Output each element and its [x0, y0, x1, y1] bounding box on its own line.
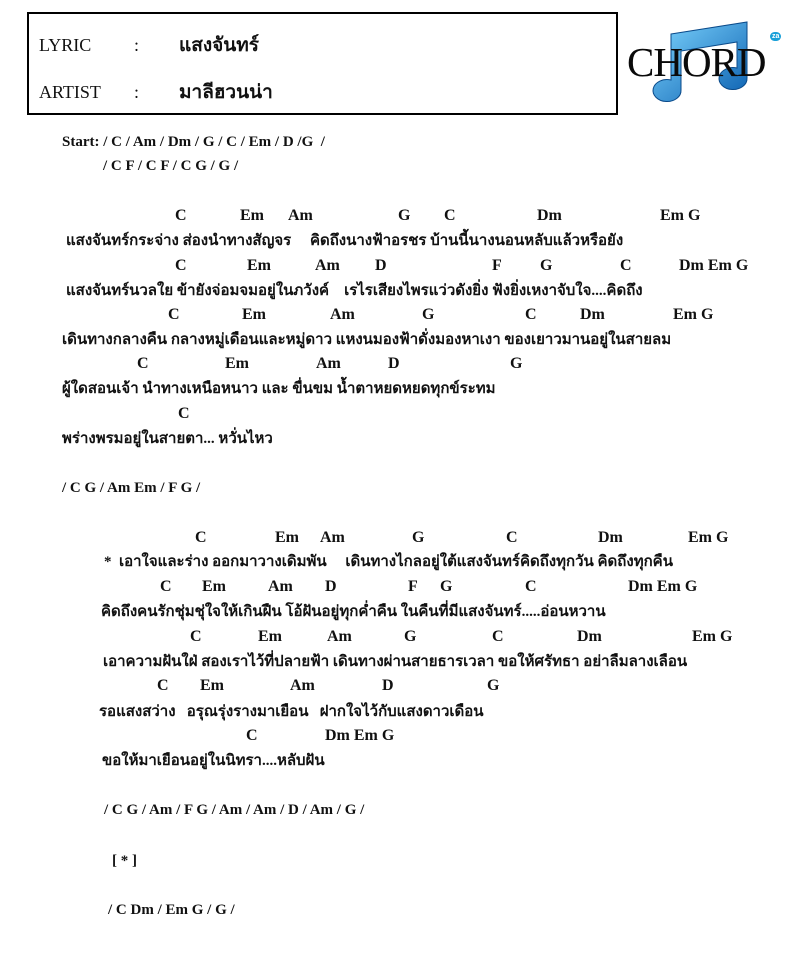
chord: Em: [240, 207, 264, 224]
song-info-box: [27, 12, 618, 115]
chord: C: [178, 405, 190, 422]
chord: Em: [258, 628, 282, 645]
chord: Dm: [537, 207, 562, 224]
chord: D: [325, 578, 337, 595]
logo-text: CHORD: [627, 39, 766, 85]
chord: G: [440, 578, 453, 595]
outro-line: / C Dm / Em G / G /: [108, 902, 235, 918]
lyric-line: เอาความฝันใฝ่ สองเราไว้ที่ปลายฟ้า เดินทางผ่านสายธารเวลา ขอให้ศรัทธา อย่าลืมลางเลือน: [103, 654, 688, 670]
repeat-chorus-mark: [ * ]: [112, 853, 137, 869]
chord: C: [525, 306, 537, 323]
chord: Am: [316, 355, 341, 372]
chord: C: [175, 207, 187, 224]
chord: Em: [225, 355, 249, 372]
lyric-line: ผู้ใดสอนเจ้า นำทางเหนือหนาว และ ขื่นขม น้ำตาหยดหยดทุกข์ระทม: [62, 381, 496, 397]
chord: Dm Em G: [679, 257, 749, 274]
chord: Dm: [580, 306, 605, 323]
chord: Dm Em G: [628, 578, 698, 595]
chord: Em G: [660, 207, 701, 224]
chord: Am: [330, 306, 355, 323]
chord: Dm: [577, 628, 602, 645]
lyric-line: * เอาใจและร่าง ออกมาวางเดิมพัน เดินทางไกลอยู่ใต้แสงจันทร์คิดถึงทุกวัน คิดถึงทุกคืน: [104, 554, 673, 570]
chord: D: [388, 355, 400, 372]
chord: C: [190, 628, 202, 645]
chord: C: [175, 257, 187, 274]
chord: Am: [315, 257, 340, 274]
chord: C: [492, 628, 504, 645]
chord: G: [510, 355, 523, 372]
chord: Dm: [598, 529, 623, 546]
chord: C: [620, 257, 632, 274]
chord: G: [398, 207, 411, 224]
chord: C: [525, 578, 537, 595]
lyric-line: คิดถึงคนรักชุ่มชุ่ใจให้เกินฝืน โอ้ฝันอยู่ทุกค่ำคืน ในคืนที่มีแสงจันทร์.....อ่อนหวาน: [101, 604, 606, 620]
chord: G: [487, 677, 500, 694]
interlude-1: / C G / Am Em / F G /: [62, 480, 201, 496]
artist-colon: :: [134, 82, 140, 102]
artist-name: มาลีฮวนน่า: [179, 82, 273, 103]
chord: Em: [275, 529, 299, 546]
chord: G: [540, 257, 553, 274]
chord: C: [506, 529, 518, 546]
lyric-line: แสงจันทร์นวลใย ข้ายังจ่อมจมอยู่ในภวังค์ เรไรเสียงไพรแว่วดังยิ่ง ฟังยิ่งเหงาจับใจ....คิดถึง: [66, 283, 643, 299]
intro-line-1: Start: / C / Am / Dm / G / C / Em / D /G /: [62, 134, 325, 150]
lyric-line: ขอให้มาเยือนอยู่ในนิทรา....หลับฝัน: [102, 753, 325, 769]
lyric-row: [39, 30, 259, 60]
chord: Am: [290, 677, 315, 694]
chord: Em G: [688, 529, 729, 546]
artist-row: [39, 77, 273, 107]
chord: Dm Em G: [325, 727, 395, 744]
chord: D: [382, 677, 394, 694]
chord: Em G: [692, 628, 733, 645]
logo-badge: za: [772, 33, 780, 40]
chord: C: [444, 207, 456, 224]
artist-label: ARTIST: [39, 82, 101, 102]
chord: G: [422, 306, 435, 323]
chord: F: [492, 257, 502, 274]
chord: G: [412, 529, 425, 546]
chord: C: [160, 578, 172, 595]
lyric-label: LYRIC: [39, 35, 92, 55]
chord: Em: [242, 306, 266, 323]
chord: Am: [268, 578, 293, 595]
lyric-line: รอแสงสว่าง อรุณรุ่งรางมาเยือน ฝากใจไว้กับแสงดาวเดือน: [99, 704, 484, 720]
chord: C: [168, 306, 180, 323]
chord: D: [375, 257, 387, 274]
chord: Em: [247, 257, 271, 274]
chord: F: [408, 578, 418, 595]
chord: Em G: [673, 306, 714, 323]
lyric-line: พร่างพรมอยู่ในสายตา... หวั่นไหว: [62, 431, 273, 447]
chord: Am: [288, 207, 313, 224]
chord-logo: [627, 20, 787, 105]
intro-line-2: / C F / C F / C G / G /: [103, 158, 239, 174]
lyric-line: แสงจันทร์กระจ่าง ส่องนำทางสัญจร คิดถึงนางฟ้าอรชร บ้านนี้นางนอนหลับแล้วหรือยัง: [66, 233, 624, 249]
lyric-line: เดินทางกลางคืน กลางหมู่เดือนและหมู่ดาว แหงนมองฟ้าดั่งมองหาเงา ของเยาวมานอยู่ในสายลม: [62, 332, 672, 348]
chord: C: [246, 727, 258, 744]
song-title: แสงจันทร์: [179, 35, 259, 56]
interlude-2: / C G / Am / F G / Am / Am / D / Am / G /: [104, 802, 365, 818]
chord: Am: [327, 628, 352, 645]
chord: Em: [202, 578, 226, 595]
chord: C: [195, 529, 207, 546]
chord: C: [157, 677, 169, 694]
lyric-colon: :: [134, 35, 140, 55]
chord: Am: [320, 529, 345, 546]
chord: Em: [200, 677, 224, 694]
chord: C: [137, 355, 149, 372]
chord: G: [404, 628, 417, 645]
